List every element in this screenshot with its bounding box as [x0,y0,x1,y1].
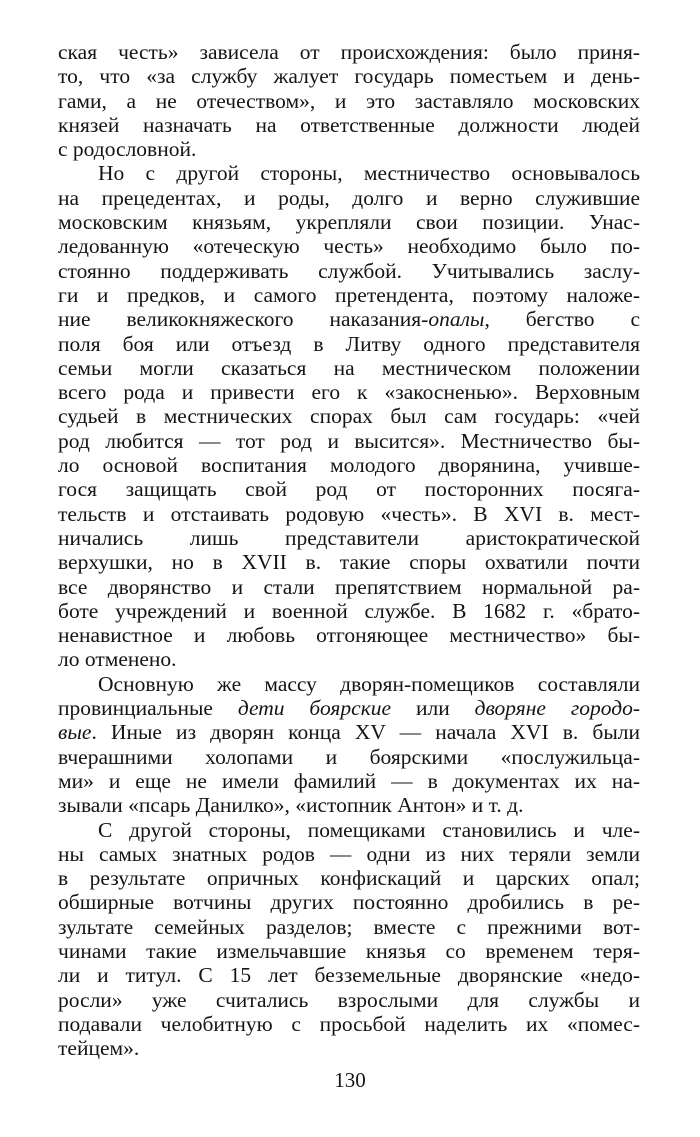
page-body [58,40,640,1060]
text-line [58,866,640,890]
paragraph [58,672,640,818]
text-line [58,40,640,64]
text-run: ло основой воспитания молодого дворянина, учивше- [58,453,640,478]
text-run: обширные вотчины других постоянно дробились в ре- [58,890,640,915]
text-line [58,672,640,696]
text-line [58,234,640,258]
text-run: подавали челобитную с просьбой наделить их «помес- [58,1011,640,1036]
text-line [58,210,640,234]
text-line [58,1036,640,1060]
text-run: поля боя или отъезд в Литву одного представителя [58,331,640,356]
italic-term: вые [58,720,92,745]
text-run: семьи могли сказаться на местническом положении [58,355,640,380]
text-line [58,769,640,793]
text-line [58,186,640,210]
italic-term: опалы [428,307,485,332]
text-line [58,380,640,404]
text-line [58,89,640,113]
text-line [58,915,640,939]
text-run: то, что «за службу жалует государь поместьем и день- [58,64,640,89]
text-line [58,404,640,428]
text-run: . Иные из дворян конца XV — начала XVI в. были [91,720,640,745]
text-run: все дворянство и стали препятствием нормальной ра- [58,574,640,599]
text-line [58,842,640,866]
text-line [58,477,640,501]
text-line [58,988,640,1012]
text-line [58,526,640,550]
text-run: вчерашними холопами и боярскими «послужильца- [58,744,640,769]
text-run: тельств и отстаивать родовую «честь». В XVI в. мест- [58,501,640,526]
text-run: ледованную «отеческую честь» необходимо было по- [58,234,640,259]
italic-term: дети боярские [237,696,392,721]
text-line [58,890,640,914]
text-run: ненавистное и любовь отгоняющее местничество» бы- [58,623,640,648]
page-number: 130 [334,1068,366,1092]
text-run: ло отменено. [58,647,177,672]
text-line [58,1012,640,1036]
text-line [58,356,640,380]
text-line [58,647,640,671]
text-line [58,575,640,599]
text-run: верхушки, но в XVII в. такие споры охватили почти [58,550,640,575]
text-line [58,453,640,477]
text-line [58,259,640,283]
text-run: ничались лишь представители аристократической [58,525,640,550]
text-line [58,599,640,623]
text-run: судьей в местнических спорах был сам государь: «чей [58,404,640,429]
text-line [58,793,640,817]
text-run: гами, а не отечеством», и это заставляло московских [58,88,640,113]
text-run: ние великокняжеского наказания- [58,307,429,332]
text-run: зывали «псарь Данилко», «истопник Антон» и т. д. [58,793,524,818]
text-run: с родословной. [58,137,197,162]
text-run: Но с другой стороны, местничество основывалось [98,161,640,186]
text-run: ли и титул. С 15 лет безземельные дворянские «недо- [58,963,640,988]
text-line [58,623,640,647]
text-run: в результате опричных конфискаций и царских опал; [58,866,640,891]
paragraph [58,161,640,671]
text-line [58,720,640,744]
text-line [58,137,640,161]
text-run: стоянно поддерживать службой. Учитывались заслу- [58,258,640,283]
text-run: род любится — тот род и высится». Местничество бы- [58,428,640,453]
text-run: ми» и еще не имели фамилий — в документах их на- [58,768,640,793]
text-line [58,161,640,185]
text-run: или [391,696,475,721]
text-line [58,307,640,331]
text-line [58,64,640,88]
text-run: всего рода и привести его к «закосненью». Верховным [58,380,640,405]
text-run: чинами такие измельчавшие князья со временем теря- [58,938,640,963]
text-line [58,550,640,574]
text-run: тейцем». [58,1036,140,1061]
text-run: ская честь» зависела от происхождения: было приня- [58,40,640,64]
text-line [58,963,640,987]
paragraph [58,818,640,1061]
text-line [58,429,640,453]
text-run: провинциальные [58,696,238,721]
text-run: , бегство с [484,307,640,332]
text-line [58,818,640,842]
text-run: ги и предков, и самого претендента, поэтому наложе- [58,282,640,307]
paragraph [58,40,640,161]
italic-term: дворяне городо- [474,696,640,721]
text-run: на прецедентах, и роды, долго и верно служившие [58,185,640,210]
text-line [58,283,640,307]
text-run: зультате семейных разделов; вместе с прежними вот- [58,914,640,939]
text-run: Основную же массу дворян-помещиков составляли [98,671,640,696]
text-run: росли» уже считались взрослыми для службы и [58,987,640,1012]
text-run: князей назначать на ответственные должности людей [58,112,640,137]
text-run: ны самых знатных родов — одни из них теряли земли [58,841,640,866]
text-run: московским князьям, укрепляли свои позиции. Унас- [58,210,640,235]
text-line [58,696,640,720]
text-run: С другой стороны, помещиками становились и чле- [98,817,640,842]
text-run: гося защищать свой род от посторонних посяга- [58,477,640,502]
text-run: боте учреждений и военной службе. В 1682 г. «брато- [58,598,640,623]
text-line [58,502,640,526]
text-line [58,745,640,769]
text-line [58,332,640,356]
text-line [58,113,640,137]
text-line [58,939,640,963]
